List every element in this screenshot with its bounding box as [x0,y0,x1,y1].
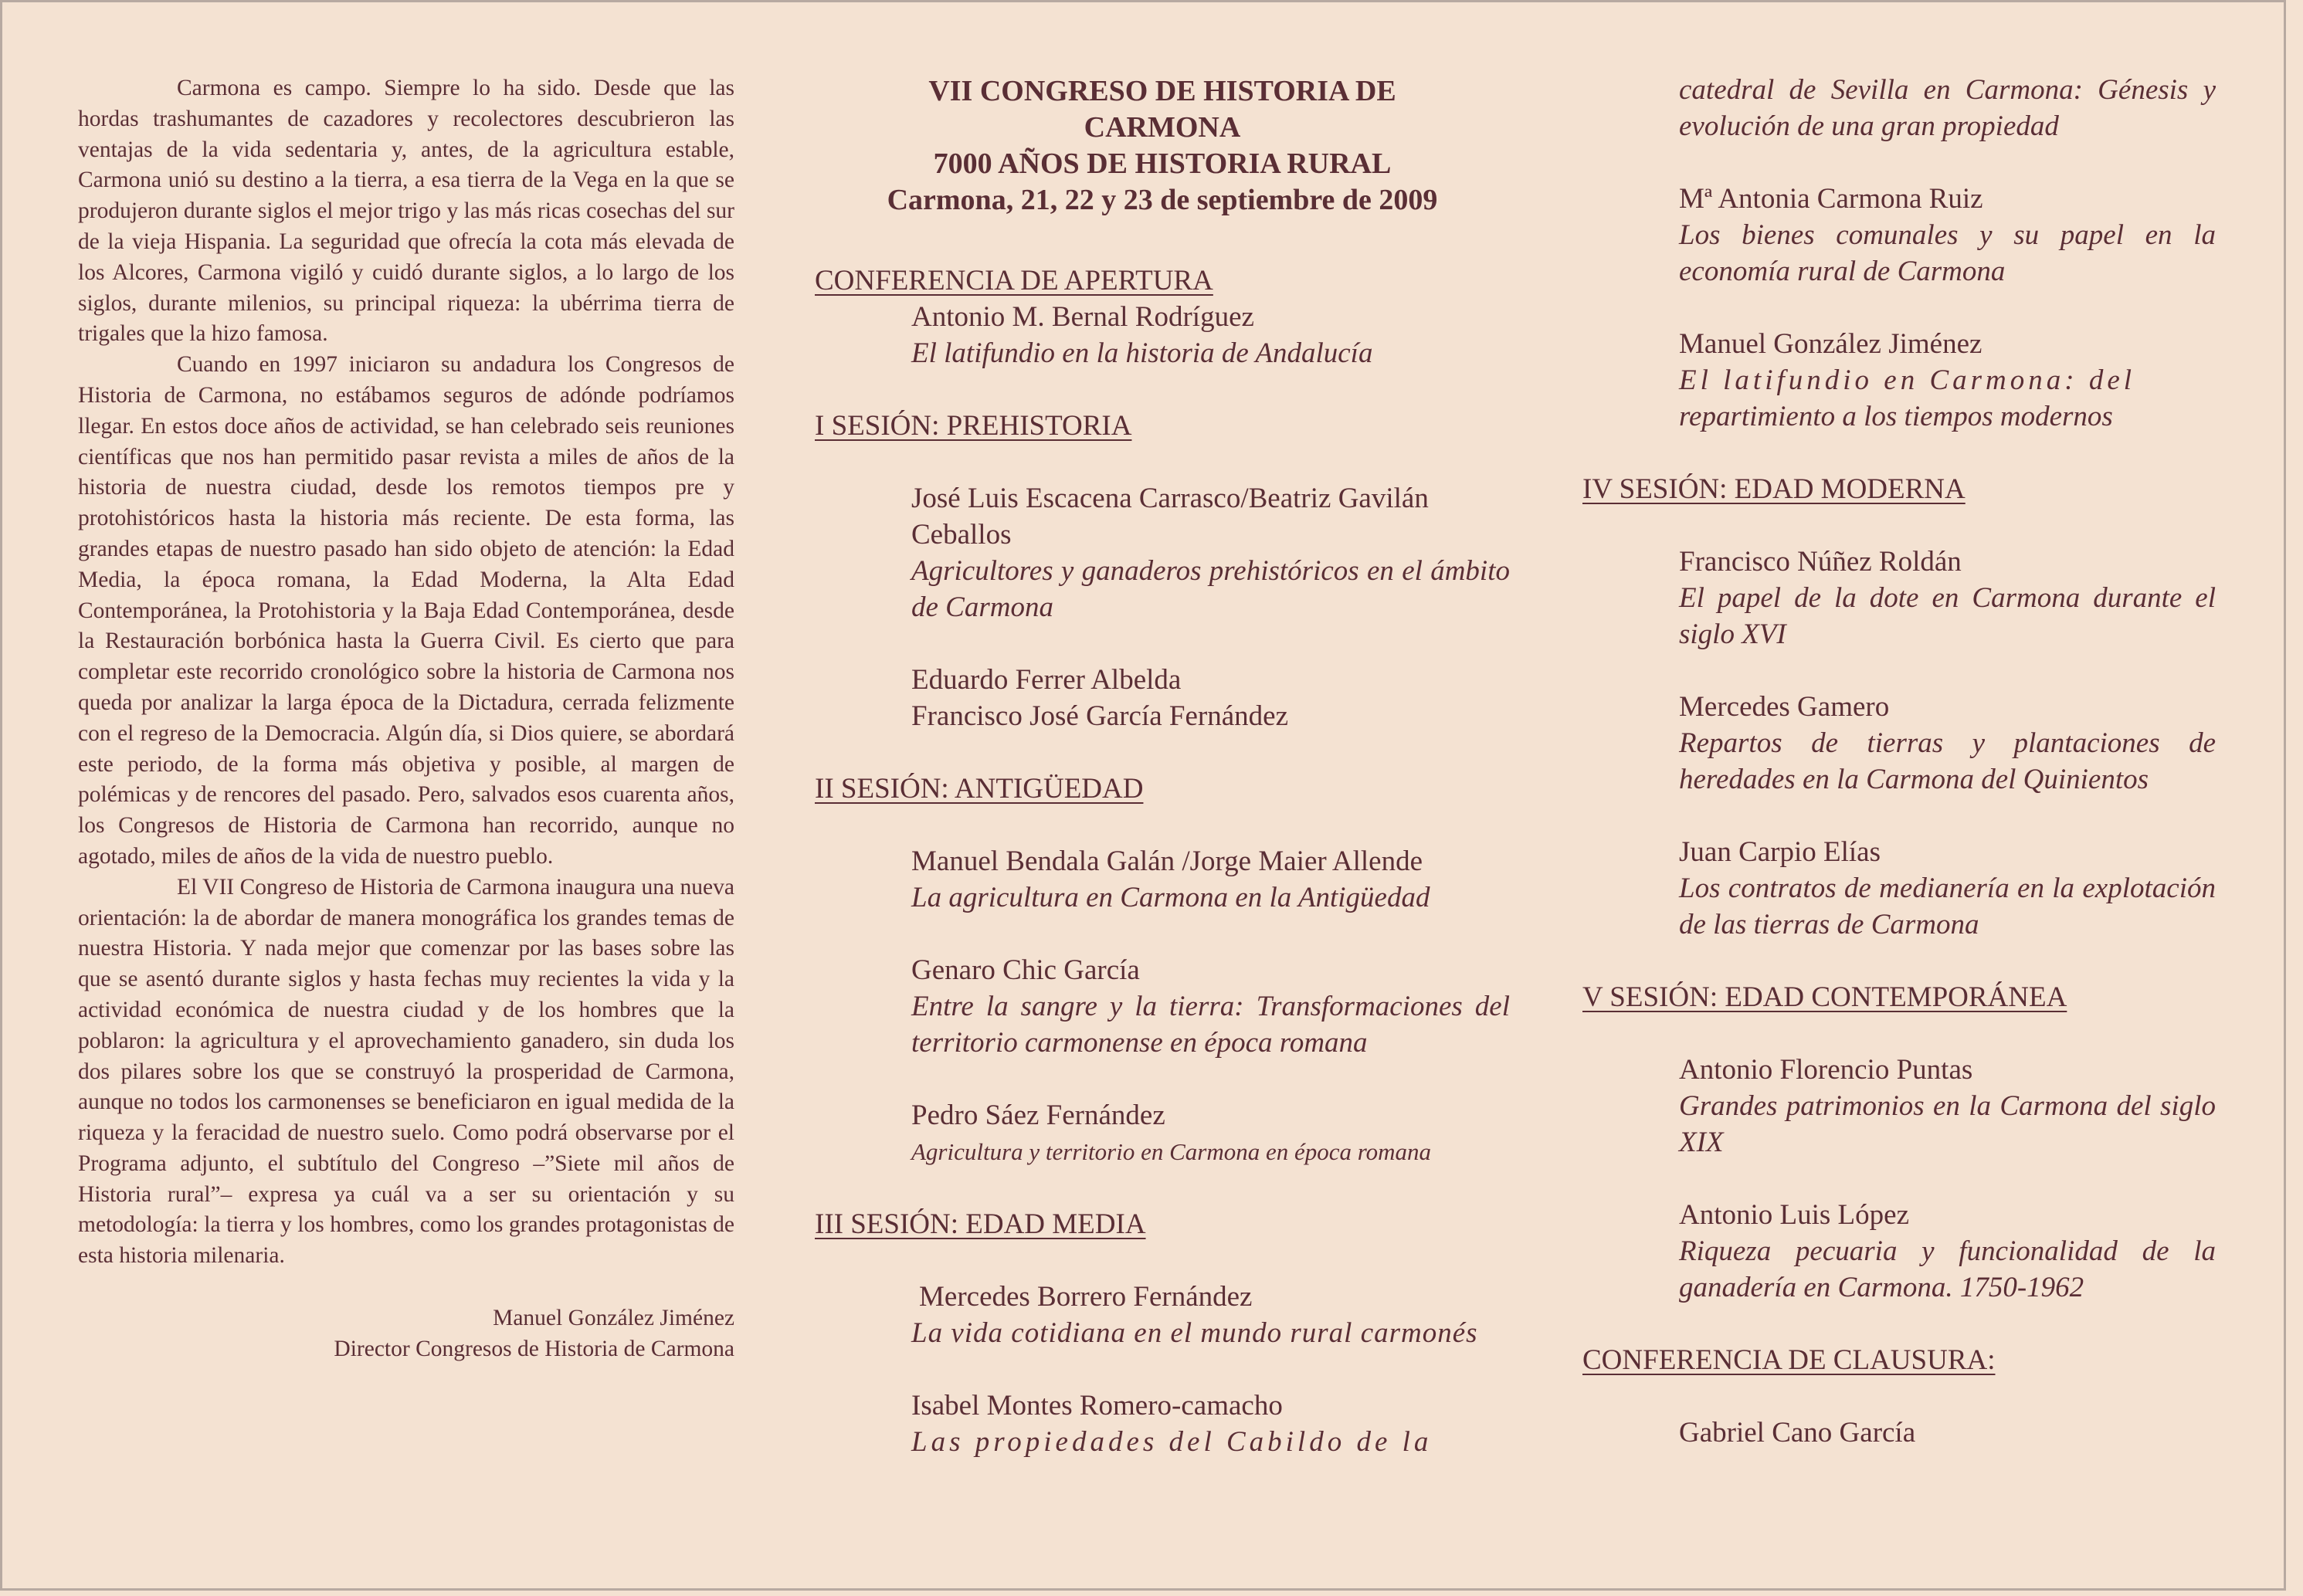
session-heading-edad-media: III SESIÓN: EDAD MEDIA [815,1208,1146,1240]
talk-author: Antonio Luis López [1679,1199,1910,1231]
talk-title: Los contratos de medianería en la explotación de las tierras de Carmona [1679,873,2216,940]
talk-author: José Luis Escacena Carrasco/Beatriz Gavilán Ceballos [911,483,1429,551]
talk-title: Agricultores y ganaderos prehistóricos en el ámbito de Carmona [911,555,1510,623]
program-column-2 [1582,72,2216,1451]
session-heading-prehistoria: I SESIÓN: PREHISTORIA [815,410,1132,442]
talk-author: Isabel Montes Romero-camacho [911,1390,1283,1421]
title-line-1: VII CONGRESO DE HISTORIA DE [928,75,1396,107]
talk-title: Riqueza pecuaria y funcionalidad de la ganadería en Carmona. 1750-1962 [1679,1235,2216,1303]
session-heading-edad-contemporanea: V SESIÓN: EDAD CONTEMPORÁNEA [1582,981,2067,1013]
session-heading-opening: CONFERENCIA DE APERTURA [815,265,1213,296]
program-column-1 [815,73,1510,1460]
talk-title: Entre la sangre y la tierra: Transformaciones del territorio carmonense en época romana [911,991,1510,1059]
talk-title-continued: catedral de Sevilla en Carmona: Génesis y evolución de una gran propiedad [1679,74,2216,142]
signature [78,1303,734,1364]
congress-title [815,73,1510,219]
intro-paragraph-1: Carmona es campo. Siempre lo ha sido. Desde que las hordas trashumantes de cazadores y recolectores descubrieron las ventajas de la vida sedentaria y, antes, de la agricultura estable, Carmona unió su destino a la tierra, a esa tierra de la Vega en la que se produjeron durante siglos el mejor trigo y las más ricas cosechas del sur de la vieja Hispania. La seguridad que ofrecía la cota más elevada de los Alcores, Carmona vigiló y cuidó durante siglos, a lo largo de los siglos, durante milenios, su principal riqueza: la ubérrima tierra de trigales que la hizo famosa. [78,76,734,347]
talk-author: Genaro Chic García [911,954,1140,986]
title-line-2: CARMONA [1084,111,1241,144]
signature-role: Director Congresos de Historia de Carmona [334,1337,734,1362]
title-dates: Carmona, 21, 22 y 23 de septiembre de 2009 [887,184,1438,216]
talk-title: Repartos de tierras y plantaciones de heredades en la Carmona del Quinientos [1679,727,2216,795]
talk-author: Pedro Sáez Fernández [911,1100,1165,1131]
session-heading-clausura: CONFERENCIA DE CLAUSURA: [1582,1344,1996,1376]
session-heading-edad-moderna: IV SESIÓN: EDAD MODERNA [1582,473,1966,505]
talk-title: Grandes patrimonios en la Carmona del siglo XIX [1679,1090,2216,1158]
talk-title: El latifundio en Carmona: del [1679,364,2136,396]
talk-title: Agricultura y territorio en Carmona en época romana [911,1138,1432,1165]
talk-author: Juan Carpio Elías [1679,836,1881,868]
talk-author: Manuel Bendala Galán /Jorge Maier Allende [911,845,1423,877]
intro-column [78,73,734,1364]
talk-author: Manuel González Jiménez [1679,328,1982,360]
talk-author: Francisco José García Fernández [911,700,1288,732]
intro-paragraph-3: El VII Congreso de Historia de Carmona inaugura una nueva orientación: la de abordar de manera monográfica los grandes temas de nuestra Historia. Y nada mejor que comenzar por las bases sobre las que se asentó durante siglos y hasta fechas muy recientes la vida y la actividad económica de nuestra ciudad y de los hombres que la poblaron: la agricultura y el aprovechamiento ganadero, sin duda los dos pilares sobre los que se construyó la prosperidad de Carmona, aunque no todos los carmonenses se beneficiaron en igual medida de la riqueza y la feracidad de nuestro suelo. Como podrá observarse por el Programa adjunto, el subtítulo del Congreso –”Siete mil años de Historia rural”– expresa ya cuál va a ser su orientación y su metodología: la tierra y los hombres, como los grandes protagonistas de esta historia milenaria. [78,874,734,1269]
talk-title: Las propiedades del Cabildo de la [911,1426,1433,1458]
talk-title: El latifundio en la historia de Andalucía [911,337,1373,369]
talk-author: Eduardo Ferrer Albelda [911,664,1182,696]
talk-author: Mercedes Gamero [1679,691,1890,723]
talk-author: Francisco Núñez Roldán [1679,546,1962,578]
talk-author: Mª Antonia Carmona Ruiz [1679,183,1983,215]
talk-title-continued: repartimiento a los tiempos modernos [1679,401,2113,432]
talk-title: La agricultura en Carmona en la Antigüedad [911,882,1430,913]
intro-paragraph-2: Cuando en 1997 iniciaron su andadura los Congresos de Historia de Carmona, no estábamos seguros de adónde podríamos llegar. En estos doce años de actividad, se han celebrado seis reuniones científicas que nos han permitido pasar revista a miles de años de la historia de nuestra ciudad, desde los remotos tiempos pre y protohistóricos hasta la historia más reciente. De esta forma, las grandes etapas de nuestro pasado han sido objeto de atención: la Edad Media, la época romana, la Edad Moderna, la Alta Edad Contemporánea, la Protohistoria y la Baja Edad Contemporánea, desde la Restauración borbónica hasta la Guerra Civil. Es cierto que para completar este recorrido cronológico sobre la historia de Carmona nos queda por analizar la larga época de la Dictadura, cerrada felizmente con el regreso de la Democracia. Algún día, si Dios quiere, se abordará este periodo, de la forma más objetiva y posible, al margen de polémicas y de rencores del pasado. Pero, salvados esos cuarenta años, los Congresos de Historia de Carmona han recorrido, aunque no agotado, miles de años de la vida de nuestro pueblo. [78,352,734,869]
title-line-3: 7000 AÑOS DE HISTORIA RURAL [933,147,1392,180]
talk-title: El papel de la dote en Carmona durante el siglo XVI [1679,582,2216,650]
talk-title: La vida cotidiana en el mundo rural carmonés [911,1317,1478,1349]
session-heading-antiguedad: II SESIÓN: ANTIGÜEDAD [815,773,1144,805]
talk-author: Antonio Florencio Puntas [1679,1054,1973,1086]
talk-author: Gabriel Cano García [1679,1417,1916,1449]
talk-title: Los bienes comunales y su papel en la economía rural de Carmona [1679,219,2216,287]
talk-author: Antonio M. Bernal Rodríguez [911,301,1254,333]
signature-name: Manuel González Jiménez [493,1306,734,1331]
talk-author: Mercedes Borrero Fernández [919,1281,1253,1313]
